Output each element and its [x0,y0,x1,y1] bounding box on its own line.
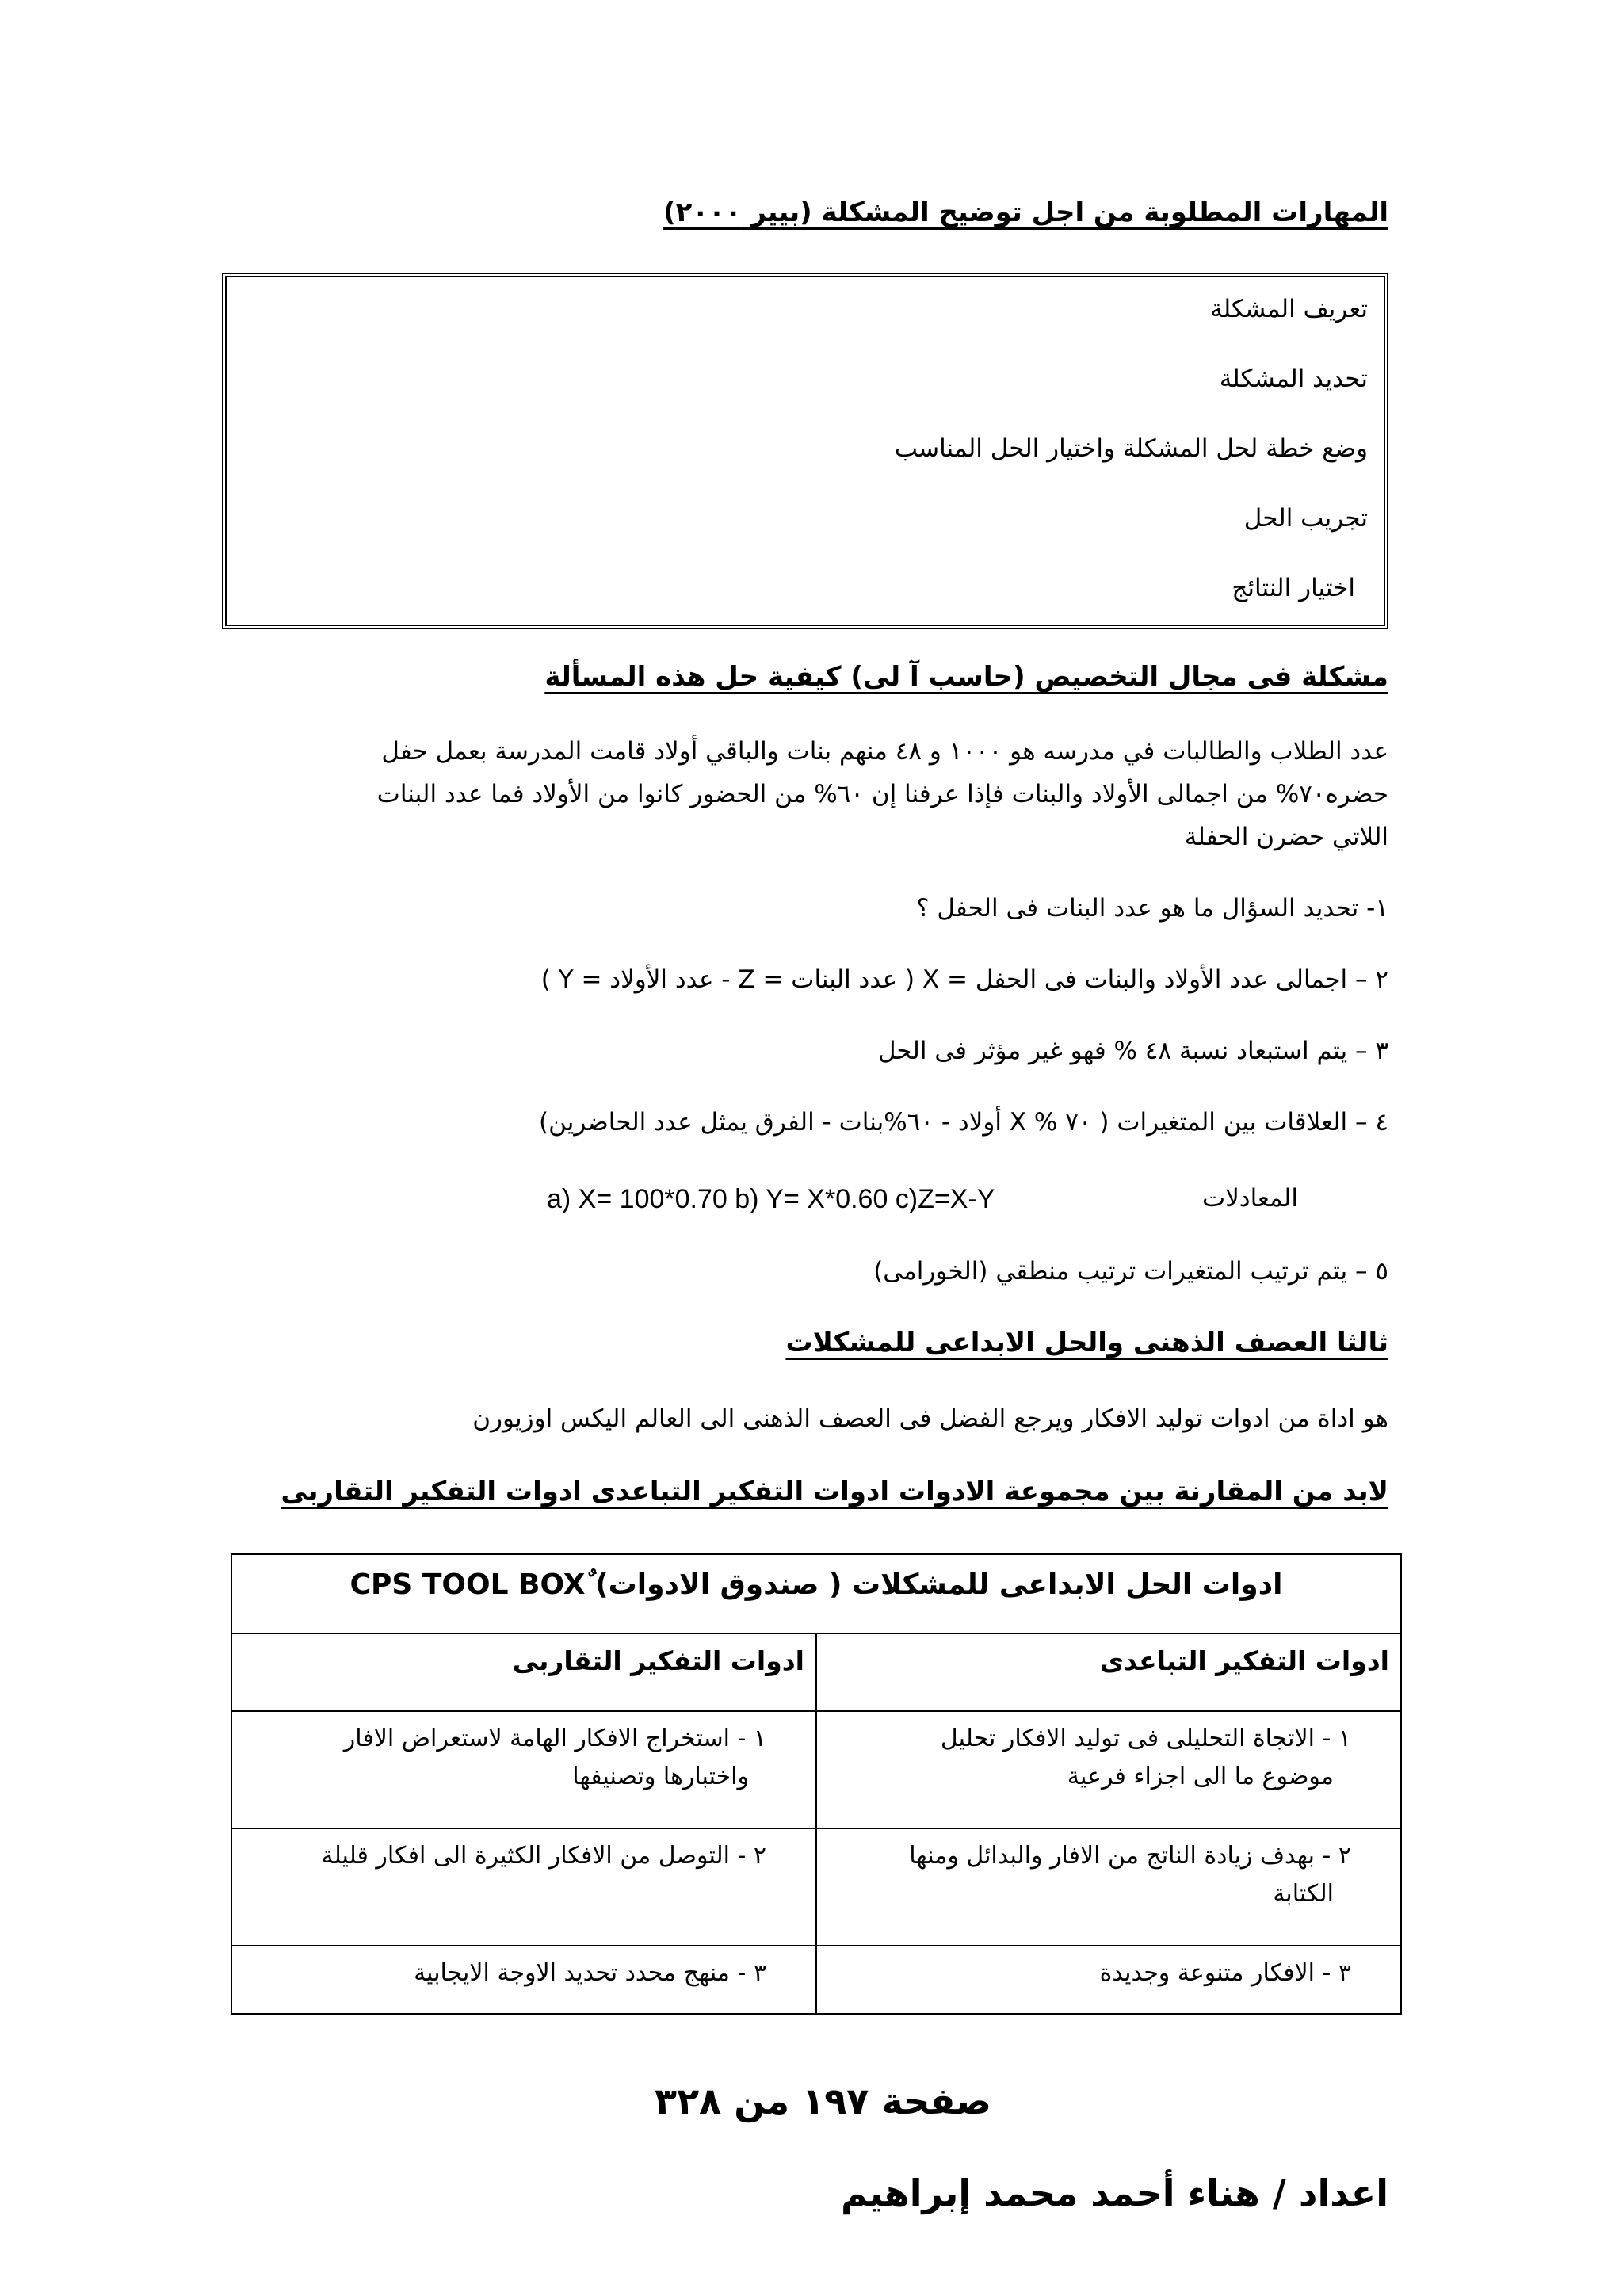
brainstorm-text: هو اداة من ادوات توليد الافكار ويرجع الفضل فى العصف الذهنى الى العالم اليكس اوزيورن [472,1404,1388,1433]
skill-item: تجريب الحل [1243,504,1368,533]
brainstorm-heading: ثالثا العصف الذهنى والحل الابداعى للمشكلات [785,1327,1388,1358]
author: اعداد / هناء أحمد محمد إبراهيم [840,2172,1388,2214]
col-convergent-header: ادوات التفكير التقاربى [231,1633,816,1711]
divergent-cell [816,1828,1401,1946]
step-5: ٥ – يتم ترتيب المتغيرات ترتيب منطقي (الخورامى) [873,1257,1388,1286]
table-title: ادوات الحل الابداعى للمشكلات ( صندوق الادوات) CPS TOOL BOXٌ [231,1554,1401,1633]
table-header-row [231,1633,1401,1711]
divergent-cell [816,1946,1401,2014]
cps-toolbox-table [231,1553,1402,2015]
equations-label: المعادلات [1201,1184,1298,1213]
table-row [231,1828,1401,1946]
step-1: ١- تحديد السؤال ما هو عدد البنات فى الحفل ؟ [916,894,1388,923]
skill-item: وضع خطة لحل المشكلة واختيار الحل المناسب [894,434,1368,463]
convergent-cell [231,1828,816,1946]
skill-item: تعريف المشكلة [1210,295,1368,323]
table-row [231,1711,1401,1828]
step-3: ٣ – يتم استبعاد نسبة ٤٨ % فهو غير مؤثر فى الحل [877,1037,1388,1065]
divergent-cell [816,1711,1401,1828]
cell-line: ٢ - التوصل من الافكار الكثيرة الى افكار قليلة [321,1842,766,1870]
compare-heading: لابد من المقارنة بين مجموعة الادوات ادوات التفكير التباعدى ادوات التفكير التقاربى [281,1476,1388,1507]
problem-line: حضره٧٠% من اجمالى الأولاد والبنات فإذا عرفنا إن ٦٠% من الحضور كانوا من الأولاد فما عدد البنات [376,780,1388,808]
page-number: صفحة ١٩٧ من ٣٢٨ [655,2080,991,2122]
problem-line: اللاتي حضرن الحفلة [1184,823,1388,851]
equations: a) X= 100*0.70 b) Y= X*0.60 c)Z=X-Y [547,1184,995,1214]
cell-line: ١ - استخراج الافكار الهامة لاستعراض الافار [343,1725,766,1752]
table-row [231,1946,1401,2014]
cell-line: الكتابة [1273,1880,1334,1908]
cell-line: ٣ - الافكار متنوعة وجديدة [1099,1959,1351,1987]
table-title-row [231,1554,1401,1633]
cell-line: ٣ - منهج محدد تحديد الاوجة الايجابية [414,1959,766,1987]
cell-line: ١ - الاتجاة التحليلى فى توليد الافكار تحليل [940,1725,1351,1752]
cell-line: موضوع ما الى اجزاء فرعية [1067,1763,1334,1790]
problem-line: عدد الطلاب والطالبات في مدرسه هو ١٠٠٠ و ٤٨ منهم بنات والباقي أولاد قامت المدرسة بعمل حفل [381,737,1388,766]
problem-heading: مشكلة فى مجال التخصيص (حاسب آ لى) كيفية حل هذه المسألة [544,661,1388,693]
skill-item: اختيار النتائج [1232,574,1355,602]
convergent-cell [231,1946,816,2014]
skill-item: تحديد المشكلة [1219,365,1368,393]
step-2: ٢ – اجمالى عدد الأولاد والبنات فى الحفل = X ( عدد البنات = Z - عدد الأولاد = Y ) [540,965,1388,994]
skills-heading: المهارات المطلوبة من اجل توضيح المشكلة (بيير ٢٠٠٠) [663,197,1388,228]
cell-line: ٢ - بهدف زيادة الناتج من الافار والبدائل ومنها [909,1842,1351,1870]
step-4: ٤ – العلاقات بين المتغيرات ( ٧٠ % X أولاد - ٦٠%بنات - الفرق يمثل عدد الحاضرين) [539,1108,1388,1137]
convergent-cell [231,1711,816,1828]
skills-box [222,273,1388,629]
col-divergent-header: ادوات التفكير التباعدى [816,1633,1401,1711]
cell-line: واختبارها وتصنيفها [572,1763,749,1790]
